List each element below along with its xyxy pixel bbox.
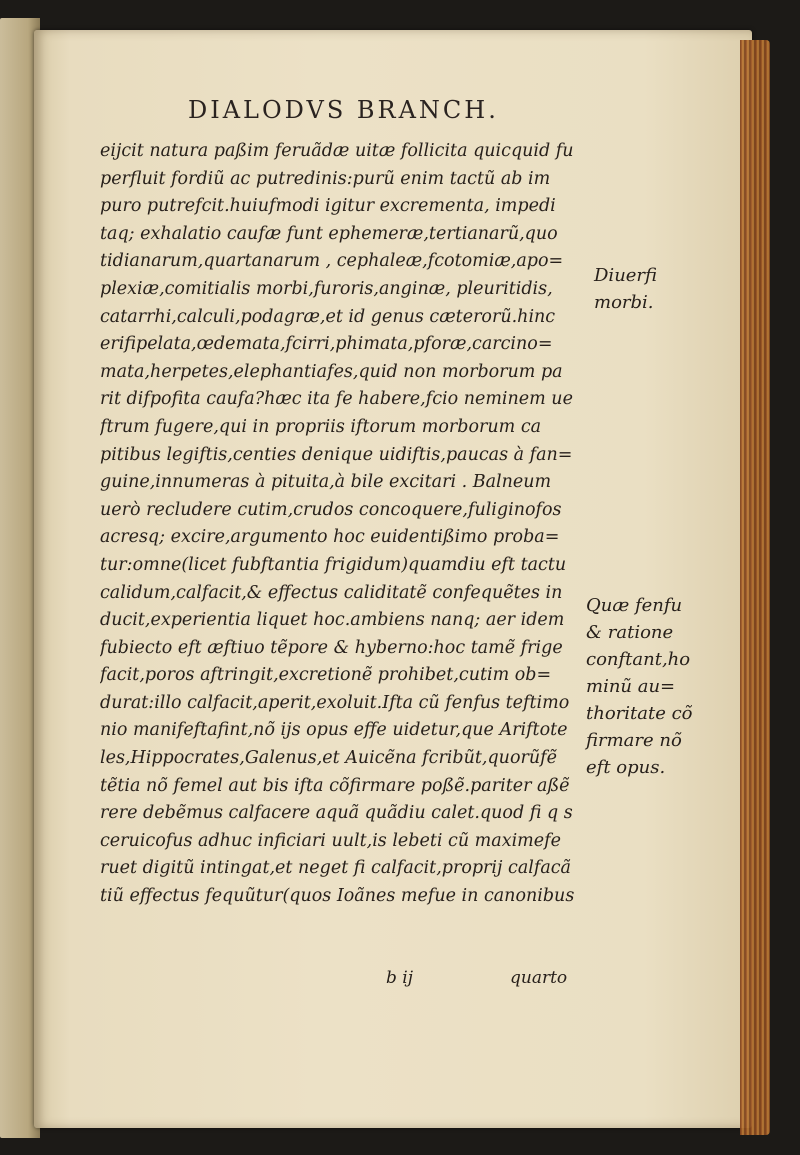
margin-note-line: Quæ fenfu [586,595,683,616]
gilt-page-edges [740,40,770,1135]
margin-note-line: thoritate cõ [586,703,693,724]
text-line: ceruicofus adhuc inficiari uult,is lebeti cũ maximefe [100,830,561,851]
text-line: rit difpofita caufa?hæc ita fe habere,fcio neminem ue [100,389,573,410]
text-line: tẽtia nõ femel aut bis ifta cõfirmare poßẽ.pariter aßẽ [100,775,570,796]
main-text-block [100,138,580,911]
text-line: ducit,experientia liquet hoc.ambiens nanq; aer idem [100,610,565,631]
text-line: plexiæ,comitialis morbi,furoris,anginæ, pleuritidis, [100,278,553,299]
catchword: quarto [510,968,568,988]
text-line: tidianarum,quartanarum , cephaleæ,fcotomiæ,apo= [100,251,564,272]
page-footer [100,968,580,998]
text-line: calidum,calfacit,& effectus caliditatẽ confequẽtes in [100,582,563,603]
text-line: rere debẽmus calfacere aquã quãdiu calet.quod fi q s [100,803,573,824]
text-line: perfluit fordiũ ac putredinis:purũ enim tactũ ab im [100,168,551,189]
running-head: DIALODVS BRANCH. [188,96,499,124]
text-line: taq; exhalatio caufæ funt ephemeræ,tertianarũ,quo [100,223,558,244]
text-line: ftrum fugere,qui in propriis iftorum morborum ca [100,416,542,437]
margin-note-line: morbi. [594,292,654,313]
margin-note-senses [586,592,716,781]
text-line: facit,poros aftringit,excretionẽ prohibet,cutim ob= [100,665,552,686]
text-line: tur:omne(licet fubftantia frigidum)quamdiu eft tactu [100,554,567,575]
text-line: ruet digitũ intingat,et neget fi calfacit,proprij calfacã [100,858,571,879]
text-line: tiũ effectus fequũtur(quos Ioãnes mefue in canonibus [100,886,575,907]
margin-note-line: minũ au= [586,676,676,697]
text-line: eijcit natura paßim feruãdæ uitæ follicita quicquid fu [100,141,574,161]
text-line: uerò recludere cutim,crudos concoquere,fuliginofos [100,499,562,520]
text-line: puro putrefcit.huiufmodi igitur excrementa, impedi [100,196,556,217]
signature-mark: b ij [386,968,413,988]
text-line: acresq; excire,argumento hoc euidentißimo proba= [100,527,560,548]
text-line: fubiecto eft æftiuo tẽpore & hyberno:hoc tamẽ frige [100,637,563,658]
text-line: guine,innumeras à pituita,à bile excitari . Balneum [100,472,552,493]
margin-note-line: eft opus. [586,757,666,778]
text-line: erifipelata,œdemata,fcirri,phimata,pforæ,carcino= [100,334,553,355]
margin-note-line: & ratione [586,622,674,643]
text-line: les,Hippocrates,Galenus,et Auicẽna fcribũt,quorũfẽ [100,748,557,769]
text-line: catarrhi,calculi,podagræ,et id genus cæterorũ.hinc [100,306,556,327]
text-line: nio manifeftafint,nõ ijs opus effe uidetur,que Ariftote [100,720,568,741]
margin-note-line: Diuerfi [594,265,658,286]
margin-note-line: conftant,ho [586,649,691,670]
margin-note-diseases [594,262,714,316]
margin-note-line: firmare nõ [586,730,682,751]
text-line: durat:illo calfacit,aperit,exoluit.Ifta cũ fenfus teftimo [100,692,570,713]
text-line: mata,herpetes,elephantiafes,quid non morborum pa [100,361,563,382]
text-line: pitibus legiftis,centies denique uidiftis,paucas à fan= [100,444,573,465]
